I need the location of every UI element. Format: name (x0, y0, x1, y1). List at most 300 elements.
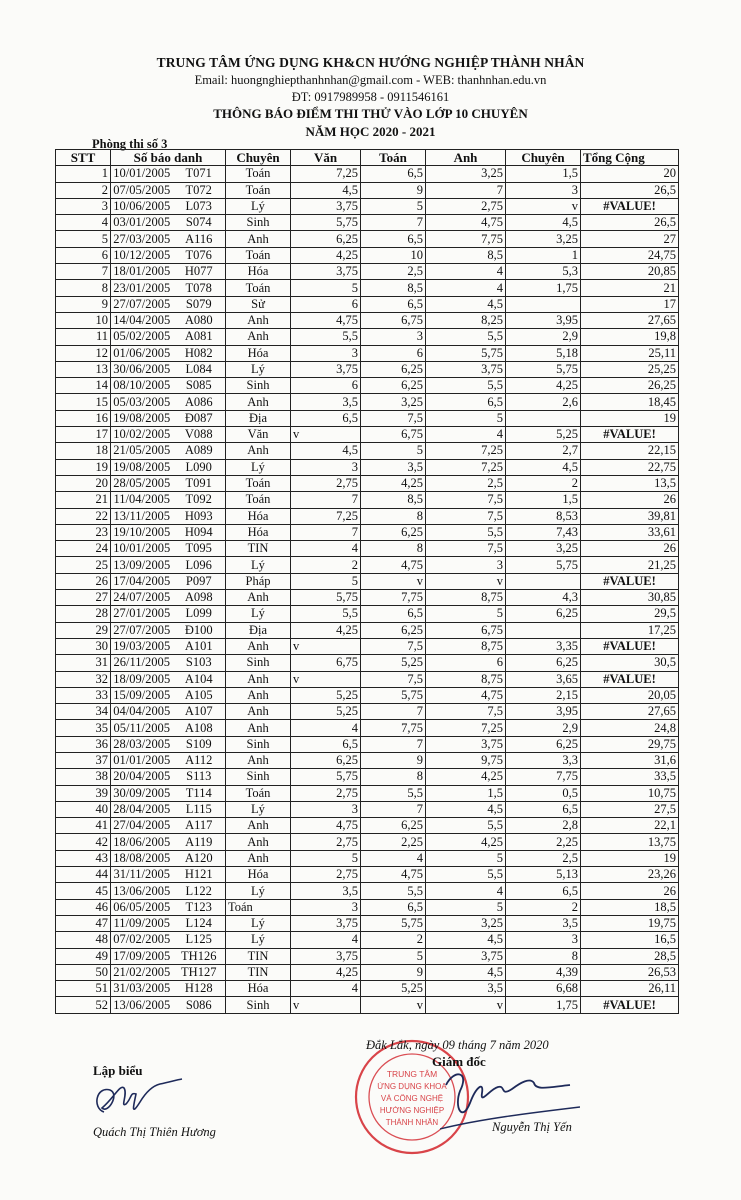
table-row (56, 524, 679, 540)
cell-score-chuyen: 3,25 (506, 231, 581, 247)
cell-major: Anh (226, 834, 291, 850)
cell-total: 13,75 (581, 834, 679, 850)
cell-candidate-code: T078 (173, 280, 226, 296)
cell-major: Toán (226, 166, 291, 182)
cell-stt: 25 (56, 557, 111, 573)
table-row (56, 997, 679, 1013)
cell-total: 17 (581, 296, 679, 312)
cell-score-toan: 5 (361, 198, 426, 214)
cell-score-chuyen: 1 (506, 247, 581, 263)
cell-major: Hóa (226, 345, 291, 361)
cell-stt: 12 (56, 345, 111, 361)
cell-score-van: 6 (291, 296, 361, 312)
cell-score-van: 3,5 (291, 883, 361, 899)
cell-score-anh: 8,75 (426, 590, 506, 606)
cell-total: 19,75 (581, 915, 679, 931)
cell-total: 16,5 (581, 932, 679, 948)
cell-dob: 21/05/2005 (111, 443, 173, 459)
cell-major: Hóa (226, 508, 291, 524)
table-row (56, 394, 679, 410)
cell-total: 39,81 (581, 508, 679, 524)
cell-score-toan: 8 (361, 769, 426, 785)
table-row (56, 883, 679, 899)
cell-dob: 10/01/2005 (111, 541, 173, 557)
cell-score-anh: 3,75 (426, 948, 506, 964)
cell-stt: 52 (56, 997, 111, 1013)
cell-score-van: 5,25 (291, 704, 361, 720)
col-anh: Anh (426, 150, 506, 166)
table-row (56, 182, 679, 198)
preparer-signature (90, 1078, 200, 1123)
cell-score-van: 3,75 (291, 948, 361, 964)
table-row (56, 459, 679, 475)
table-row (56, 443, 679, 459)
cell-total: #VALUE! (581, 638, 679, 654)
table-row (56, 932, 679, 948)
svg-text:ỨNG DỤNG KHOA: ỨNG DỤNG KHOA (377, 1082, 447, 1091)
col-chuyen: Chuyên (226, 150, 291, 166)
cell-score-van: 4 (291, 981, 361, 997)
cell-score-toan: 4,25 (361, 475, 426, 491)
cell-total: 26 (581, 883, 679, 899)
cell-score-toan: 7,5 (361, 671, 426, 687)
cell-score-anh: 9,75 (426, 752, 506, 768)
cell-score-toan: 3,5 (361, 459, 426, 475)
col-sbd: Số báo danh (111, 150, 226, 166)
cell-score-toan: 10 (361, 247, 426, 263)
cell-stt: 28 (56, 606, 111, 622)
cell-dob: 19/08/2005 (111, 459, 173, 475)
cell-score-van: 2,75 (291, 867, 361, 883)
cell-candidate-code: A107 (173, 704, 226, 720)
director-label: Giám đốc (432, 1054, 486, 1069)
cell-candidate-code: A105 (173, 687, 226, 703)
cell-stt: 43 (56, 850, 111, 866)
cell-candidate-code: L096 (173, 557, 226, 573)
cell-candidate-code: A119 (173, 834, 226, 850)
cell-score-toan: v (361, 997, 426, 1013)
table-row (56, 296, 679, 312)
cell-score-toan: 8 (361, 508, 426, 524)
cell-score-anh: 7,25 (426, 720, 506, 736)
cell-score-anh: 5 (426, 899, 506, 915)
cell-score-anh: 4,5 (426, 964, 506, 980)
cell-score-van: 4,5 (291, 182, 361, 198)
cell-total: 27,5 (581, 801, 679, 817)
cell-total: 26,53 (581, 964, 679, 980)
cell-candidate-code: L122 (173, 883, 226, 899)
cell-score-van: 2,75 (291, 834, 361, 850)
cell-score-anh: 5,5 (426, 818, 506, 834)
cell-stt: 23 (56, 524, 111, 540)
cell-candidate-code: A104 (173, 671, 226, 687)
cell-major: Anh (226, 850, 291, 866)
cell-major: Anh (226, 671, 291, 687)
cell-score-chuyen (506, 296, 581, 312)
svg-text:HƯỚNG NGHIỆP: HƯỚNG NGHIỆP (379, 1106, 445, 1115)
cell-dob: 18/01/2005 (111, 264, 173, 280)
cell-stt: 32 (56, 671, 111, 687)
cell-score-anh: 3,75 (426, 361, 506, 377)
cell-score-anh: 4,75 (426, 687, 506, 703)
cell-candidate-code: A112 (173, 752, 226, 768)
cell-total: 26,25 (581, 378, 679, 394)
cell-stt: 37 (56, 752, 111, 768)
cell-score-toan: 6,25 (361, 361, 426, 377)
cell-score-chuyen: 4,25 (506, 378, 581, 394)
table-row (56, 638, 679, 654)
cell-score-chuyen: 1,5 (506, 492, 581, 508)
cell-total: 29,5 (581, 606, 679, 622)
cell-score-toan: 9 (361, 964, 426, 980)
table-row (56, 427, 679, 443)
cell-candidate-code: L073 (173, 198, 226, 214)
table-row (56, 801, 679, 817)
cell-dob: 13/06/2005 (111, 883, 173, 899)
cell-score-van: 4,25 (291, 247, 361, 263)
cell-score-anh: 6 (426, 655, 506, 671)
cell-dob: 11/09/2005 (111, 915, 173, 931)
cell-major: Hóa (226, 264, 291, 280)
cell-score-chuyen: 8,53 (506, 508, 581, 524)
cell-dob: 05/11/2005 (111, 720, 173, 736)
cell-score-toan: 5 (361, 443, 426, 459)
cell-score-chuyen: 5,18 (506, 345, 581, 361)
cell-major: Hóa (226, 867, 291, 883)
cell-stt: 46 (56, 899, 111, 915)
cell-major: Anh (226, 752, 291, 768)
cell-stt: 11 (56, 329, 111, 345)
cell-total: #VALUE! (581, 573, 679, 589)
cell-score-chuyen: 1,75 (506, 280, 581, 296)
cell-dob: 10/01/2005 (111, 166, 173, 182)
cell-score-van: 7 (291, 524, 361, 540)
cell-total: 31,6 (581, 752, 679, 768)
cell-dob: 04/04/2005 (111, 704, 173, 720)
cell-score-toan: 7,5 (361, 410, 426, 426)
cell-score-anh: 2,75 (426, 198, 506, 214)
cell-candidate-code: A081 (173, 329, 226, 345)
cell-candidate-code: V088 (173, 427, 226, 443)
cell-score-anh: 5,5 (426, 867, 506, 883)
table-row (56, 215, 679, 231)
cell-score-toan: 3 (361, 329, 426, 345)
cell-score-chuyen: 2,15 (506, 687, 581, 703)
cell-dob: 15/09/2005 (111, 687, 173, 703)
cell-score-van: 5 (291, 280, 361, 296)
cell-total: 21 (581, 280, 679, 296)
table-row (56, 231, 679, 247)
cell-total: 22,75 (581, 459, 679, 475)
cell-stt: 1 (56, 166, 111, 182)
cell-score-anh: 2,5 (426, 475, 506, 491)
cell-major: Toán (226, 492, 291, 508)
cell-score-chuyen: 8 (506, 948, 581, 964)
cell-candidate-code: P097 (173, 573, 226, 589)
cell-stt: 48 (56, 932, 111, 948)
cell-major: Sinh (226, 655, 291, 671)
cell-score-anh: 4,5 (426, 296, 506, 312)
cell-score-toan: 8 (361, 541, 426, 557)
cell-major: Toán (226, 899, 291, 915)
director-name: Nguyễn Thị Yến (492, 1120, 572, 1134)
cell-dob: 13/09/2005 (111, 557, 173, 573)
table-row (56, 198, 679, 214)
table-row (56, 704, 679, 720)
cell-stt: 19 (56, 459, 111, 475)
cell-score-anh: 4 (426, 883, 506, 899)
col-chuyen-score: Chuyên (506, 150, 581, 166)
table-row (56, 361, 679, 377)
cell-total: 18,5 (581, 899, 679, 915)
cell-stt: 49 (56, 948, 111, 964)
cell-candidate-code: A089 (173, 443, 226, 459)
cell-stt: 47 (56, 915, 111, 931)
cell-score-van: 2 (291, 557, 361, 573)
cell-stt: 9 (56, 296, 111, 312)
cell-score-chuyen: 7,75 (506, 769, 581, 785)
cell-score-toan: 8,5 (361, 280, 426, 296)
cell-score-van: 4,75 (291, 818, 361, 834)
cell-stt: 24 (56, 541, 111, 557)
cell-dob: 30/09/2005 (111, 785, 173, 801)
svg-text:TRUNG TÂM: TRUNG TÂM (386, 1069, 438, 1079)
cell-score-anh: 7,5 (426, 492, 506, 508)
table-row (56, 573, 679, 589)
cell-score-toan: 8,5 (361, 492, 426, 508)
cell-stt: 29 (56, 622, 111, 638)
table-header-row (56, 150, 679, 166)
cell-score-van: 5,75 (291, 215, 361, 231)
cell-candidate-code: Đ087 (173, 410, 226, 426)
cell-score-chuyen: 3 (506, 182, 581, 198)
cell-dob: 13/06/2005 (111, 997, 173, 1013)
table-row (56, 329, 679, 345)
cell-stt: 27 (56, 590, 111, 606)
table-row (56, 557, 679, 573)
cell-candidate-code: S103 (173, 655, 226, 671)
cell-major: Anh (226, 394, 291, 410)
col-stt: STT (56, 150, 111, 166)
cell-dob: 28/03/2005 (111, 736, 173, 752)
cell-major: Anh (226, 818, 291, 834)
cell-major: Lý (226, 459, 291, 475)
cell-score-chuyen: 4,3 (506, 590, 581, 606)
cell-stt: 10 (56, 312, 111, 328)
cell-score-toan: 6,5 (361, 296, 426, 312)
table-row (56, 915, 679, 931)
cell-dob: 30/06/2005 (111, 361, 173, 377)
place-date: Đắk Lắk, ngày 09 tháng 7 năm 2020 (366, 1038, 549, 1052)
cell-dob: 18/08/2005 (111, 850, 173, 866)
cell-score-anh: 4 (426, 264, 506, 280)
cell-major: Lý (226, 801, 291, 817)
cell-score-chuyen: 3,95 (506, 312, 581, 328)
col-tong-cong: Tổng Cộng (581, 150, 679, 166)
cell-major: Anh (226, 638, 291, 654)
phone-line: ĐT: 0917989958 - 0911546161 (291, 90, 450, 104)
cell-candidate-code: S085 (173, 378, 226, 394)
cell-score-toan: 9 (361, 182, 426, 198)
cell-candidate-code: A117 (173, 818, 226, 834)
cell-stt: 14 (56, 378, 111, 394)
cell-candidate-code: A098 (173, 590, 226, 606)
cell-score-chuyen: 4,5 (506, 459, 581, 475)
cell-dob: 18/06/2005 (111, 834, 173, 850)
cell-score-chuyen: v (506, 198, 581, 214)
cell-candidate-code: Đ100 (173, 622, 226, 638)
cell-stt: 39 (56, 785, 111, 801)
cell-score-anh: 7,5 (426, 541, 506, 557)
cell-score-van: 3,75 (291, 361, 361, 377)
cell-candidate-code: T114 (173, 785, 226, 801)
table-row (56, 818, 679, 834)
cell-dob: 10/06/2005 (111, 198, 173, 214)
cell-candidate-code: L125 (173, 932, 226, 948)
cell-dob: 17/04/2005 (111, 573, 173, 589)
cell-dob: 20/04/2005 (111, 769, 173, 785)
cell-dob: 28/05/2005 (111, 475, 173, 491)
cell-stt: 36 (56, 736, 111, 752)
cell-dob: 26/11/2005 (111, 655, 173, 671)
cell-score-anh: 5,5 (426, 329, 506, 345)
cell-candidate-code: L090 (173, 459, 226, 475)
cell-score-van: 4 (291, 932, 361, 948)
cell-dob: 23/01/2005 (111, 280, 173, 296)
table-row (56, 492, 679, 508)
cell-major: Lý (226, 606, 291, 622)
cell-score-toan: 7 (361, 704, 426, 720)
cell-stt: 5 (56, 231, 111, 247)
prepared-by-label: Lập biểu (93, 1063, 143, 1078)
cell-dob: 27/01/2005 (111, 606, 173, 622)
table-row (56, 720, 679, 736)
cell-candidate-code: A101 (173, 638, 226, 654)
cell-score-anh: 7,25 (426, 459, 506, 475)
contact-line: Email: huongnghiepthanhnhan@gmail.com - WEB: thanhnhan.edu.vn (194, 73, 547, 87)
cell-score-chuyen: 5,75 (506, 361, 581, 377)
cell-stt: 6 (56, 247, 111, 263)
cell-score-anh: 3,25 (426, 915, 506, 931)
cell-score-van: 6,75 (291, 655, 361, 671)
cell-candidate-code: T091 (173, 475, 226, 491)
cell-stt: 30 (56, 638, 111, 654)
cell-score-anh: 4,25 (426, 834, 506, 850)
cell-dob: 27/03/2005 (111, 231, 173, 247)
cell-score-chuyen: 7,43 (506, 524, 581, 540)
cell-candidate-code: A116 (173, 231, 226, 247)
cell-total: 27,65 (581, 312, 679, 328)
cell-score-toan: 6,5 (361, 606, 426, 622)
cell-total: 33,61 (581, 524, 679, 540)
table-row (56, 785, 679, 801)
cell-dob: 05/03/2005 (111, 394, 173, 410)
cell-candidate-code: A120 (173, 850, 226, 866)
cell-dob: 21/02/2005 (111, 964, 173, 980)
cell-score-anh: v (426, 573, 506, 589)
cell-total: 22,15 (581, 443, 679, 459)
cell-score-anh: 3,25 (426, 166, 506, 182)
cell-score-anh: v (426, 997, 506, 1013)
cell-major: Toán (226, 475, 291, 491)
cell-total: 19 (581, 850, 679, 866)
cell-total: 27 (581, 231, 679, 247)
cell-score-chuyen: 4,5 (506, 215, 581, 231)
cell-total: 28,5 (581, 948, 679, 964)
cell-major: TIN (226, 964, 291, 980)
cell-stt: 17 (56, 427, 111, 443)
cell-score-anh: 3,5 (426, 981, 506, 997)
table-row (56, 606, 679, 622)
cell-total: 26 (581, 492, 679, 508)
cell-stt: 2 (56, 182, 111, 198)
cell-score-chuyen: 2,9 (506, 329, 581, 345)
cell-major: Văn (226, 427, 291, 443)
cell-major: Lý (226, 198, 291, 214)
cell-stt: 45 (56, 883, 111, 899)
cell-dob: 17/09/2005 (111, 948, 173, 964)
cell-major: Sinh (226, 378, 291, 394)
cell-major: Hóa (226, 524, 291, 540)
cell-stt: 51 (56, 981, 111, 997)
cell-major: Sinh (226, 769, 291, 785)
cell-score-toan: 7 (361, 736, 426, 752)
cell-stt: 21 (56, 492, 111, 508)
cell-score-toan: 7,5 (361, 638, 426, 654)
cell-total: 20,05 (581, 687, 679, 703)
exam-room-label: Phòng thi số 3 (92, 137, 168, 151)
cell-major: Anh (226, 231, 291, 247)
cell-score-van: 6,25 (291, 231, 361, 247)
cell-candidate-code: H128 (173, 981, 226, 997)
cell-candidate-code: T095 (173, 541, 226, 557)
cell-score-chuyen (506, 622, 581, 638)
cell-candidate-code: S109 (173, 736, 226, 752)
cell-score-anh: 5,5 (426, 378, 506, 394)
cell-score-toan: 6,5 (361, 166, 426, 182)
cell-major: Anh (226, 687, 291, 703)
cell-score-toan: 7,75 (361, 590, 426, 606)
cell-dob: 01/01/2005 (111, 752, 173, 768)
cell-score-chuyen: 3,25 (506, 541, 581, 557)
cell-score-van: 3,75 (291, 198, 361, 214)
cell-total: 18,45 (581, 394, 679, 410)
cell-score-anh: 5,5 (426, 524, 506, 540)
cell-score-anh: 4,5 (426, 932, 506, 948)
cell-score-toan: 5,5 (361, 785, 426, 801)
cell-dob: 24/07/2005 (111, 590, 173, 606)
cell-total: 19 (581, 410, 679, 426)
cell-score-van: 5,5 (291, 606, 361, 622)
cell-stt: 3 (56, 198, 111, 214)
cell-major: Anh (226, 704, 291, 720)
cell-score-anh: 4,5 (426, 801, 506, 817)
cell-major: TIN (226, 541, 291, 557)
cell-score-anh: 8,75 (426, 671, 506, 687)
cell-stt: 34 (56, 704, 111, 720)
table-row (56, 981, 679, 997)
cell-dob: 03/01/2005 (111, 215, 173, 231)
cell-candidate-code: H082 (173, 345, 226, 361)
cell-candidate-code: H121 (173, 867, 226, 883)
table-row (56, 622, 679, 638)
cell-dob: 31/11/2005 (111, 867, 173, 883)
cell-score-toan: 6,25 (361, 524, 426, 540)
cell-candidate-code: T123 (173, 899, 226, 915)
cell-total: 26 (581, 541, 679, 557)
cell-score-van: 4,25 (291, 622, 361, 638)
cell-score-anh: 5 (426, 410, 506, 426)
